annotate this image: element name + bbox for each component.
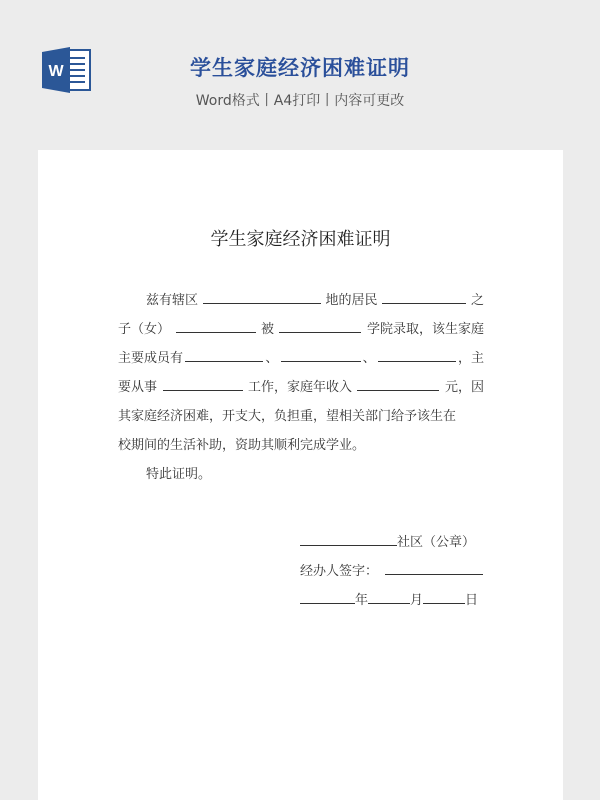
header-title: 学生家庭经济困难证明 xyxy=(190,56,410,80)
text-segment: 校期间的生活补助，资助其顺利完成学业。 xyxy=(118,438,366,453)
text-segment: 被 xyxy=(260,322,274,337)
blank-family-member-3 xyxy=(378,346,456,362)
header-subtitle: Word格式丨A4打印丨内容可更改 xyxy=(195,93,405,109)
blank-occupation xyxy=(163,375,243,391)
blank-family-member-2 xyxy=(281,346,361,362)
stamp-line xyxy=(300,530,490,559)
text-segment: 、 xyxy=(362,351,376,366)
word-icon-letter: W xyxy=(48,63,64,80)
body-line-6 xyxy=(118,431,484,460)
blank-annual-income xyxy=(357,375,439,391)
text-segment: 地的居民 xyxy=(325,293,378,308)
date-line xyxy=(300,588,490,617)
document-title: 学生家庭经济困难证明 xyxy=(210,229,391,250)
day-label: 日 xyxy=(465,593,479,608)
closing-text: 特此证明。 xyxy=(146,467,212,482)
blank-resident-name xyxy=(382,288,466,304)
text-segment: 兹有辖区 xyxy=(146,293,199,308)
blank-day xyxy=(423,588,465,604)
handler-label: 经办人签字： xyxy=(300,564,379,579)
signature-block xyxy=(300,530,490,617)
document-body xyxy=(118,286,484,489)
blank-month xyxy=(368,588,410,604)
text-segment: ，主 xyxy=(457,351,484,366)
header xyxy=(0,0,600,140)
blank-student-name xyxy=(176,317,256,333)
text-segment: 工作，家庭年收入 xyxy=(247,380,352,395)
blank-year xyxy=(300,588,355,604)
blank-community-name xyxy=(300,530,397,546)
body-line-1 xyxy=(118,286,484,315)
stamp-label: 社区（公章） xyxy=(397,535,476,550)
body-line-3 xyxy=(118,344,484,373)
text-segment: 元，因 xyxy=(444,380,484,395)
text-segment: 要从事 xyxy=(118,380,158,395)
closing-line xyxy=(118,460,484,489)
blank-district xyxy=(203,288,321,304)
blank-handler-signature xyxy=(385,559,483,575)
text-segment: 子（女） xyxy=(118,322,171,337)
text-segment: 、 xyxy=(265,351,279,366)
month-label: 月 xyxy=(410,593,424,608)
body-line-5 xyxy=(118,402,484,431)
document-paper xyxy=(38,150,563,800)
body-line-4 xyxy=(118,373,484,402)
handler-signature-line xyxy=(300,559,490,588)
text-segment: 之 xyxy=(470,293,484,308)
blank-college-name xyxy=(279,317,361,333)
year-label: 年 xyxy=(355,593,369,608)
blank-family-member-1 xyxy=(185,346,263,362)
text-segment: 学院录取，该生家庭 xyxy=(366,322,484,337)
text-segment: 其家庭经济困难，开支大，负担重，望相关部门给予该生在 xyxy=(118,409,457,424)
body-line-2 xyxy=(118,315,484,344)
text-segment: 主要成员有 xyxy=(118,351,184,366)
